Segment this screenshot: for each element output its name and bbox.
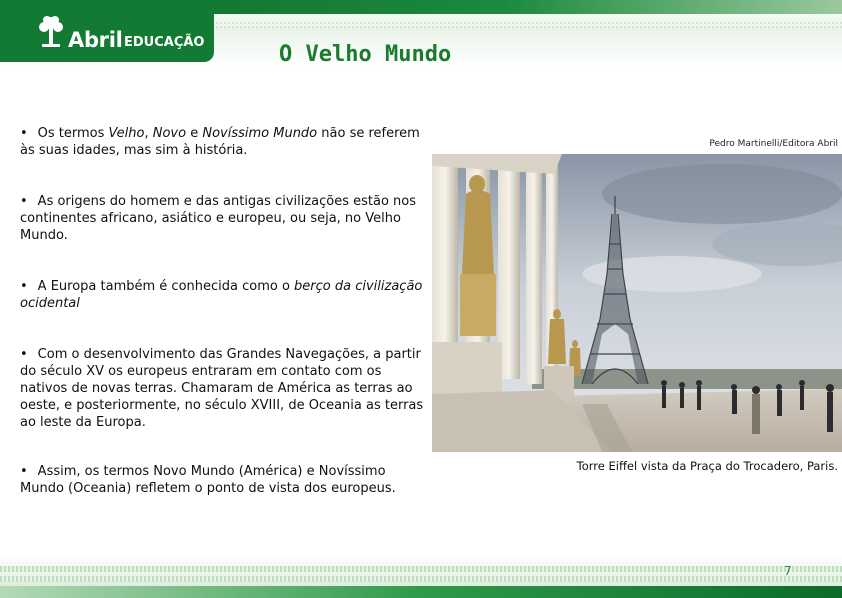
photo-credit: Pedro Martinelli/Editora Abril (709, 139, 838, 149)
slide-title: O Velho Mundo (279, 42, 452, 67)
bullet-item (20, 125, 430, 159)
bullet-marker: • (20, 347, 28, 362)
bullet-marker: • (20, 279, 28, 294)
photo-caption: Torre Eiffel vista da Praça do Trocadero, Paris. (576, 459, 838, 473)
footer-stripe (0, 566, 842, 572)
bullet-item (20, 193, 430, 244)
bullet-text: e (186, 126, 203, 141)
bullet-item (20, 278, 430, 312)
footer-stripe (0, 576, 842, 582)
bullet-text: A Europa também é conhecida como o (37, 279, 295, 294)
bullet-text: não se referem às suas idades, mas sim à história. (20, 126, 420, 158)
tree-icon (36, 14, 66, 50)
bullet-text: , (144, 126, 153, 141)
bullet-item (20, 346, 430, 431)
footer-bar (0, 586, 842, 598)
logo-wordmark: Abril (68, 28, 123, 52)
bullet-text-italic: berço da civilização ocidental (20, 279, 423, 311)
bullet-text: As origens do homem e das antigas civilizações estão nos continentes africano, asiático e europeu, ou seja, no Velho Mundo. (20, 194, 417, 243)
abril-educacao-logo (0, 0, 214, 62)
bullet-text-italic: Velho (108, 126, 145, 141)
bullet-text: Assim, os termos Novo Mundo (América) e Novíssimo Mundo (Oceania) refletem o ponto de vista dos europeus. (20, 464, 396, 496)
bullet-marker: • (20, 464, 28, 479)
bullet-text: Com o desenvolvimento das Grandes Navegações, a partir do século XV os europeus entraram em contato com os nativos de novas terras. Chamaram de América as terras ao oeste, e posteriormente, no século XVIII, de Oceania as terras ao leste da Europa. (20, 347, 424, 430)
bullet-marker: • (20, 194, 28, 209)
page-number: 7 (784, 564, 792, 578)
bullet-text-italic: Novo (152, 126, 187, 141)
bullet-item (20, 463, 430, 497)
logo-division: EDUCAÇÃO (124, 35, 205, 50)
eiffel-tower-photo (432, 154, 842, 452)
bullet-marker: • (20, 126, 28, 141)
bullet-text-italic: Novíssimo Mundo (202, 126, 318, 141)
bullet-text: Os termos (37, 126, 109, 141)
photo-illustration (432, 154, 842, 452)
